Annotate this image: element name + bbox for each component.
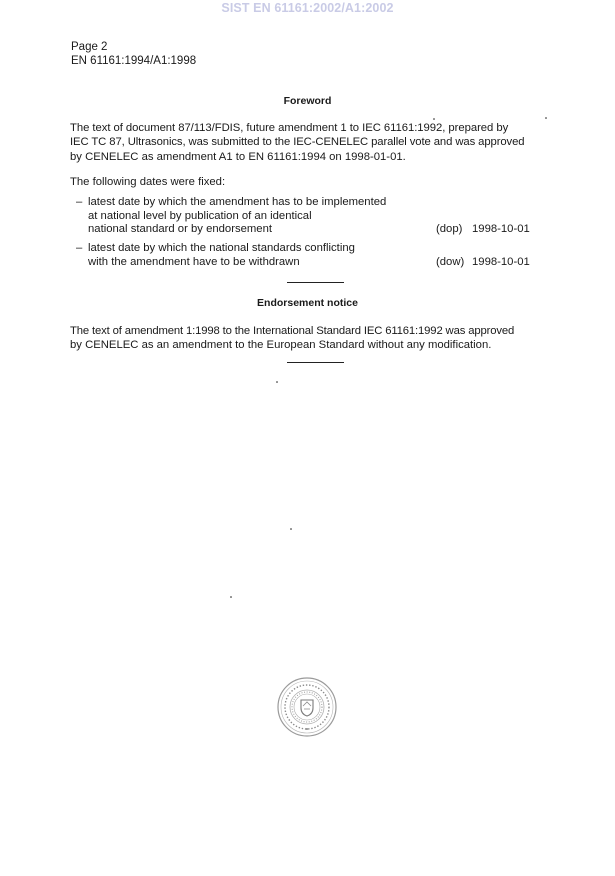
endorsement-line-2: by CENELEC as an amendment to the European Standard without any modification.	[70, 339, 492, 352]
date-item-line: at national level by publication of an identical	[88, 209, 312, 222]
list-dash: –	[76, 242, 83, 254]
dates-intro: The following dates were fixed:	[70, 176, 226, 188]
seal-icon	[276, 676, 338, 738]
list-dash: –	[76, 196, 83, 208]
foreword-heading: Foreword	[283, 95, 332, 107]
scan-speck	[545, 117, 547, 119]
date-value: 1998-10-01	[472, 223, 530, 235]
section-divider	[287, 282, 344, 283]
watermark: SIST EN 61161:2002/A1:2002	[221, 1, 394, 15]
scan-speck	[230, 596, 232, 598]
foreword-line-2: IEC TC 87, Ultrasonics, was submitted to the IEC-CENELEC parallel vote and was approved	[70, 136, 525, 149]
date-item-line: national standard or by endorsement	[88, 223, 273, 236]
scan-speck	[276, 381, 278, 383]
section-divider	[287, 362, 344, 363]
foreword-line-3: by CENELEC as amendment A1 to EN 61161:1994 on 1998-01-01.	[70, 150, 406, 163]
scan-speck	[290, 528, 292, 530]
date-item-line: latest date by which the amendment has to be implemented	[88, 196, 387, 208]
page-number: Page 2	[71, 41, 108, 53]
date-item-line: with the amendment have to be withdrawn	[88, 255, 300, 268]
foreword-line-1: The text of document 87/113/FDIS, future amendment 1 to IEC 61161:1992, prepared by	[70, 122, 509, 134]
foreword-paragraph	[70, 121, 560, 164]
scan-speck	[433, 118, 435, 120]
date-item-line: latest date by which the national standards conflicting	[88, 242, 355, 254]
date-code: (dow)	[436, 256, 465, 268]
page-header	[71, 40, 196, 68]
official-seal-stamp	[276, 676, 338, 738]
standard-id: EN 61161:1994/A1:1998	[71, 55, 197, 67]
date-code: (dop)	[436, 223, 463, 235]
endorsement-paragraph	[70, 324, 560, 353]
date-value: 1998-10-01	[472, 256, 530, 268]
endorsement-heading: Endorsement notice	[257, 297, 358, 309]
endorsement-line-1: The text of amendment 1:1998 to the International Standard IEC 61161:1992 was approved	[70, 325, 515, 337]
